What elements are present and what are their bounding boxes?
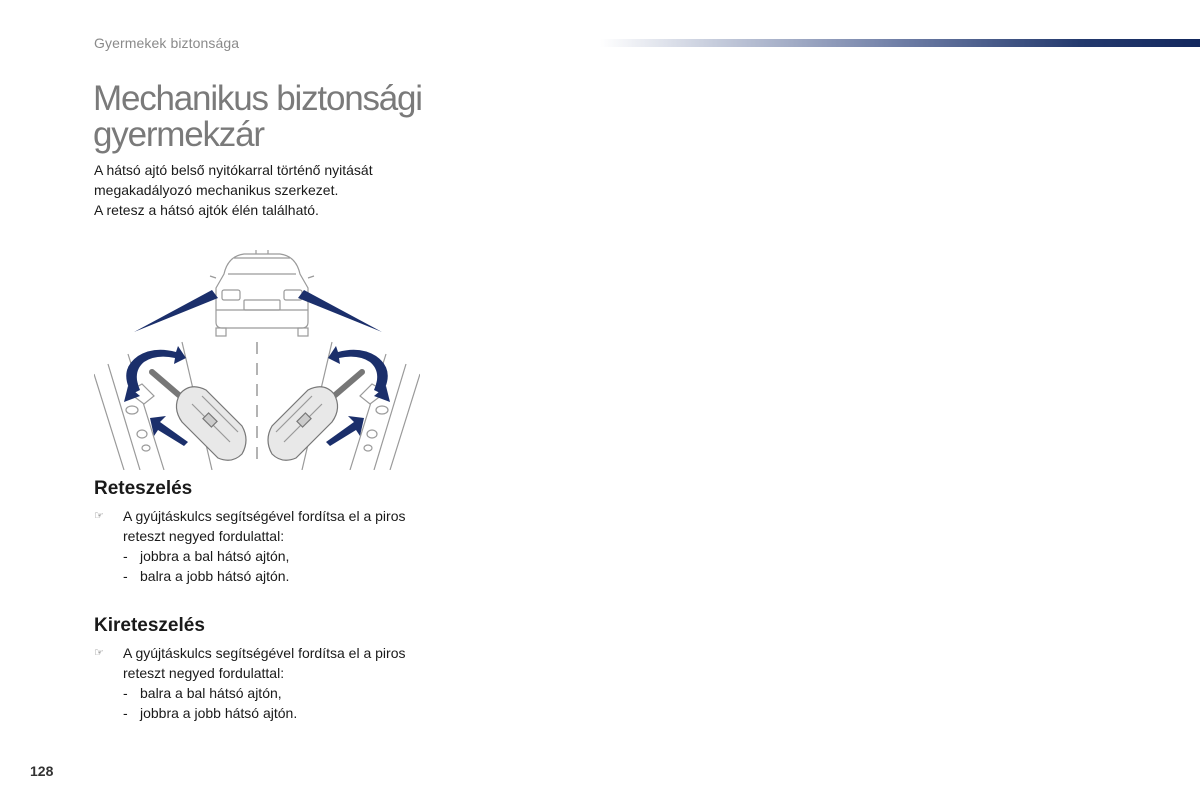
- child-lock-illustration: [94, 244, 420, 470]
- header-section-title: Gyermekek biztonsága: [94, 35, 240, 51]
- list-item: - jobbra a jobb hátsó ajtón.: [123, 705, 298, 721]
- intro-paragraph-2: A retesz a hátsó ajtók élén található.: [94, 202, 319, 218]
- locking-step: [94, 506, 414, 586]
- pointing-hand-icon: ☞: [94, 647, 104, 659]
- locking-list: [94, 546, 414, 586]
- unlocking-step: [94, 643, 414, 723]
- locking-heading: Reteszelés: [94, 478, 193, 499]
- pointing-hand-icon: ☞: [94, 510, 104, 522]
- unlocking-list: [94, 683, 414, 723]
- car-rear-icon: [210, 250, 314, 336]
- right-wedge-arrow: [298, 290, 382, 332]
- left-key-fob-icon: [152, 372, 246, 460]
- unlocking-instruction: A gyújtáskulcs segítségével fordítsa el a piros reteszt negyed fordulattal:: [123, 645, 406, 681]
- list-item: - balra a bal hátsó ajtón,: [123, 685, 282, 701]
- right-key-fob-icon: [268, 372, 362, 460]
- page-title: Mechanikus biztonsági gyermekzár: [93, 79, 422, 154]
- page-number: 128: [30, 763, 54, 779]
- locking-instruction: A gyújtáskulcs segítségével fordítsa el a piros reteszt negyed fordulattal:: [123, 508, 406, 544]
- unlocking-heading: Kireteszelés: [94, 615, 205, 636]
- intro-paragraph-1: A hátsó ajtó belső nyitókarral történő nyitását megakadályozó mechanikus szerkezet.: [94, 162, 373, 198]
- left-wedge-arrow: [134, 290, 218, 332]
- list-item: - jobbra a bal hátsó ajtón,: [123, 548, 290, 564]
- intro-text: [94, 160, 434, 220]
- list-item: - balra a jobb hátsó ajtón.: [123, 568, 290, 584]
- header-accent-bar: [600, 39, 1200, 47]
